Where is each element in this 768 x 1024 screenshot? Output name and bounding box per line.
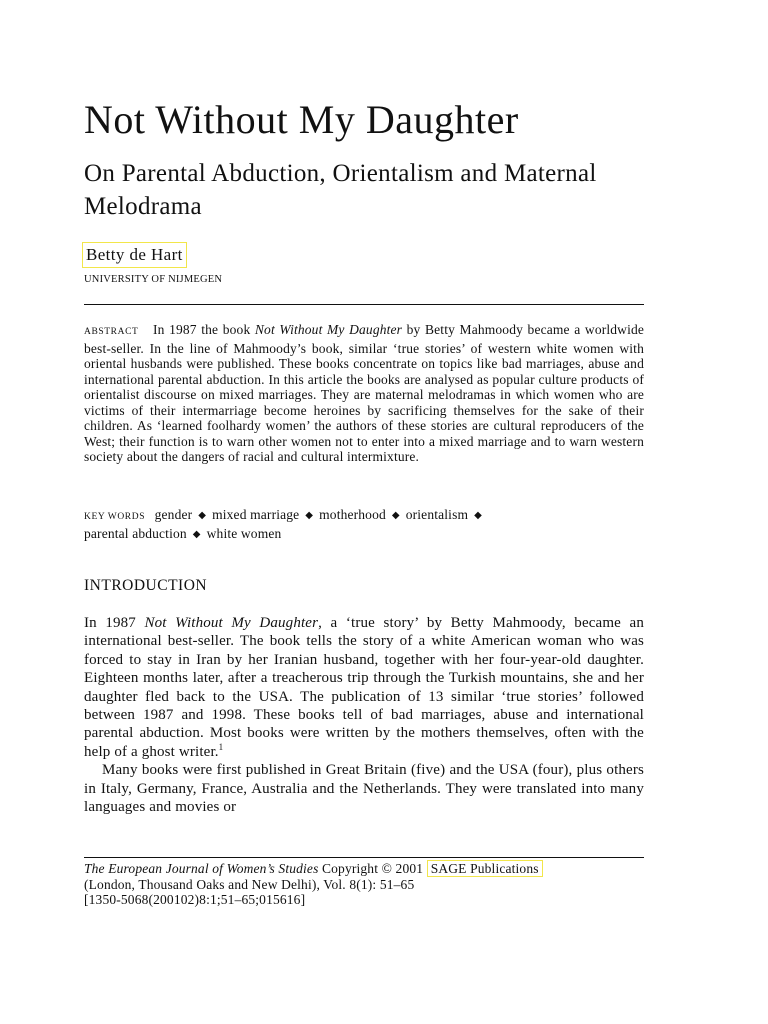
diamond-separator-icon: ◆ bbox=[192, 528, 201, 540]
abstract-label: ABSTRACT bbox=[84, 327, 139, 337]
section-heading: INTRODUCTION bbox=[84, 577, 208, 594]
article-subtitle: On Parental Abduction, Orientalism and Maternal Melodrama bbox=[84, 160, 597, 220]
author-link[interactable]: Betty de Hart bbox=[82, 242, 187, 268]
diamond-separator-icon: ◆ bbox=[198, 510, 207, 521]
paragraph-text: , a ‘true story’ by Betty Mahmoody, became an international best-seller. The book tells the story of a white American woman who was forced to stay in Iran by her Iranian husband, together with her four-year-old daughter. Eighteen months later, after a treacherous trip through the Turkish mountains, she and her daughter fled back to the USA. The publication of 13 similar ‘true stories’ followed between 1987 and 1998. These books tell of bad marriages, abuse and international parental abduction. Most books were written by the mothers themselves, often with the help of a ghost writer. bbox=[84, 615, 644, 760]
article-title: Not Without My Daughter bbox=[84, 97, 519, 142]
keyword: mixed marriage bbox=[212, 507, 300, 522]
keywords bbox=[84, 507, 644, 543]
keywords-label: KEY WORDS bbox=[84, 512, 146, 522]
keyword: motherhood bbox=[319, 507, 386, 522]
footnote-marker[interactable]: 1 bbox=[218, 741, 224, 752]
book-title: Not Without My Daughter bbox=[144, 615, 319, 631]
keyword: gender bbox=[154, 507, 193, 522]
keyword: white women bbox=[206, 525, 282, 541]
citation-footer bbox=[84, 861, 644, 908]
citation-line-2: (London, Thousand Oaks and New Delhi), Vol. 8(1): 51–65 bbox=[84, 876, 415, 892]
paragraph: Many books were first published in Great Britain (five) and the USA (four), plus others in Italy, Germany, France, Australia and the Netherlands. They were translated into many languages and movies or bbox=[84, 762, 644, 816]
citation-line-1 bbox=[84, 861, 644, 877]
abstract-text: by Betty Mahmoody became a worldwide best-seller. In the line of Mahmoody’s book, similar ‘true stories’ of western white women with oriental husbands were published. These books concentrate on topics like bad marriages, abuse and international parental abduction. In this article the books are analysed as popular culture products of orientalist discourse on mixed marriages. They are maternal melodramas in which women who are victims of their intermarriage become heroines by sacrificing themselves for the sake of their children. As ‘learned foolhardy women’ the authors of these stories are cultural reproducers of the West; their function is to warn other women not to enter into a mixed marriage and to warn western society about the dangers of racial and cultural intermixture. bbox=[84, 322, 645, 464]
diamond-separator-icon: ◆ bbox=[474, 510, 482, 521]
keyword: orientalism bbox=[405, 507, 469, 522]
abstract-book-title: Not Without My Daughter bbox=[254, 322, 403, 337]
diamond-separator-icon: ◆ bbox=[391, 510, 400, 521]
keyword: parental abduction bbox=[84, 525, 187, 541]
citation-line-3: [1350-5068(200102)8:1;51–65;015616] bbox=[84, 892, 306, 907]
introduction-body bbox=[84, 614, 644, 816]
header-divider bbox=[84, 304, 644, 305]
abstract bbox=[84, 322, 644, 465]
journal-name: The European Journal of Women’s Studies bbox=[84, 861, 319, 876]
abstract-intro: In 1987 the book bbox=[152, 322, 251, 337]
publisher-link[interactable]: SAGE Publications bbox=[427, 860, 543, 877]
author-affiliation: UNIVERSITY OF NIJMEGEN bbox=[84, 274, 223, 285]
diamond-separator-icon: ◆ bbox=[305, 510, 314, 521]
copyright-text: Copyright © 2001 bbox=[322, 861, 424, 876]
paragraph bbox=[84, 614, 644, 761]
paragraph-intro: In 1987 bbox=[84, 615, 136, 631]
footer-divider bbox=[84, 857, 644, 858]
